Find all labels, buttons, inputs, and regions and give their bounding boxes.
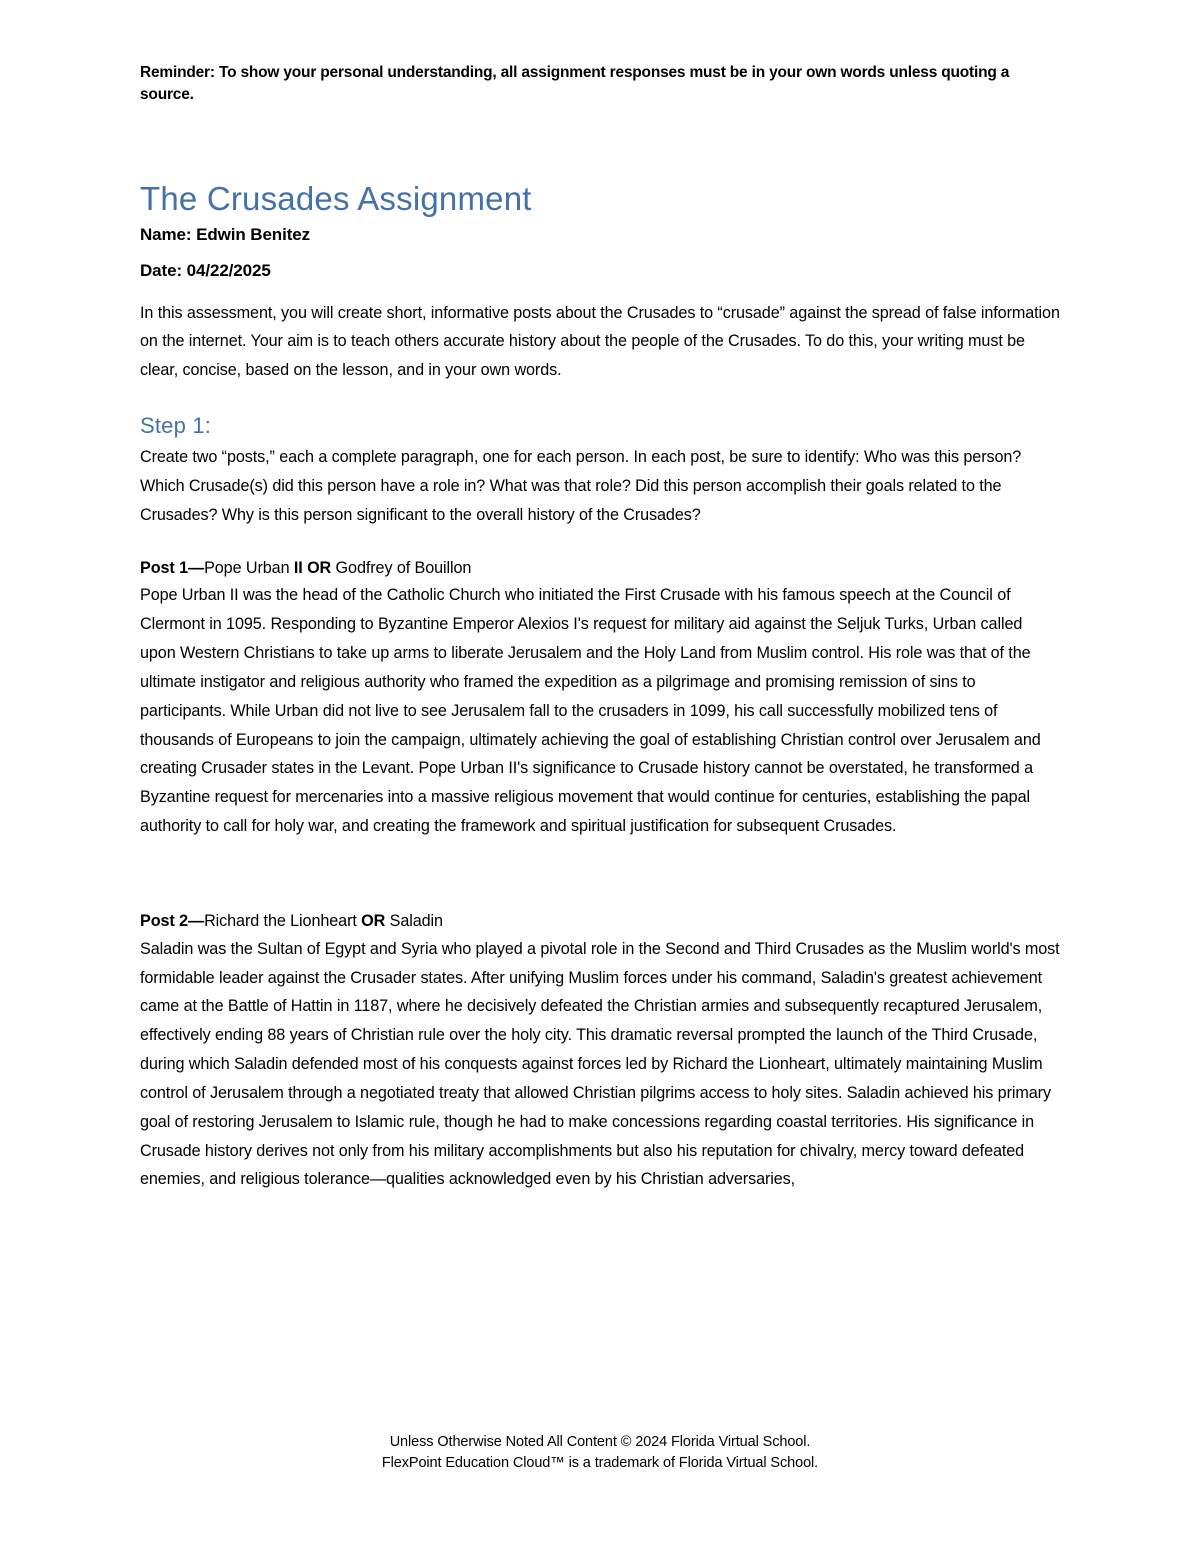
post-1-body: Pope Urban II was the head of the Catholic Church who initiated the First Crusade with his famous speech at the Council of Clermont in 1095. Responding to Byzantine Emperor Alexios I's request for military aid against the Seljuk Turks, Urban called upon Western Christians to take up arms to liberate Jerusalem and the Holy Land from Muslim control. His role was that of the ultimate instigator and religious authority who framed the expedition as a pilgrimage and promising remission of sins to participants. While Urban did not live to see Jerusalem fall to the crusaders in 1099, his call successfully mobilized tens of thousands of Europeans to join the campaign, ultimately achieving the goal of establishing Christian control over Jerusalem and creating Crusader states in the Levant. Pope Urban II's significance to Crusade history cannot be overstated, he transformed a Byzantine request for mercenaries into a massive religious movement that would continue for centuries, establishing the papal authority to call for holy war, and creating the framework and spiritual justification for subsequent Crusades. bbox=[140, 586, 1041, 836]
post-2-or: OR bbox=[361, 911, 386, 930]
intro-paragraph: In this assessment, you will create short, informative posts about the Crusades to “crusade” against the spread of false information on the internet. Your aim is to teach others accurate history about the people of the Crusades. To do this, your writing must be clear, concise, based on the lesson, and in your own words. bbox=[140, 303, 1060, 380]
post-1-or: II OR bbox=[293, 558, 332, 577]
post-2-heading bbox=[140, 909, 1060, 935]
page-title: The Crusades Assignment bbox=[140, 179, 532, 217]
post-2-option-a: Richard the Lionheart bbox=[204, 911, 362, 930]
step-1-body: Create two “posts,” each a complete paragraph, one for each person. In each post, be sure to identify: Who was this person? Which Crusade(s) did this person have a role in? What was that role? Did this person accomplish their goals related to the Crusades? Why is this person significant to the overall history of the Crusades? bbox=[140, 448, 1022, 524]
post-2-label: Post 2— bbox=[140, 911, 205, 930]
post-1-option-a: Pope Urban bbox=[204, 558, 294, 577]
footer-copyright: Unless Otherwise Noted All Content © 2024 Florida Virtual School. bbox=[389, 1433, 811, 1450]
post-2-option-b: Saladin bbox=[385, 911, 443, 930]
spacer bbox=[140, 107, 1060, 179]
step-1-heading: Step 1: bbox=[140, 413, 212, 439]
reminder-text: Reminder: To show your personal understanding, all assignment responses must be in your own words unless quoting a source. bbox=[140, 64, 1010, 104]
spacer-between-posts bbox=[140, 841, 1060, 883]
page-footer bbox=[0, 1432, 1200, 1476]
footer-trademark: FlexPoint Education Cloud™ is a trademark of Florida Virtual School. bbox=[381, 1455, 819, 1472]
post-1-heading bbox=[140, 556, 1060, 582]
post-1-label: Post 1— bbox=[140, 558, 205, 577]
assignment-date: Date: 04/22/2025 bbox=[140, 260, 271, 280]
student-name: Name: Edwin Benitez bbox=[140, 224, 311, 244]
post-2-body: Saladin was the Sultan of Egypt and Syria who played a pivotal role in the Second and Third Crusades as the Muslim world's most formidable leader against the Crusader states. After unifying Muslim forces under his command, Saladin's greatest achievement came at the Battle of Hattin in 1187, where he decisively defeated the Christian armies and subsequently recaptured Jerusalem, effectively ending 88 years of Christian rule over the holy city. This dramatic reversal prompted the launch of the Third Crusade, during which Saladin defended most of his conquests against forces led by Richard the Lionheart, ultimately maintaining Muslim control of Jerusalem through a negotiated treaty that allowed Christian pilgrims access to holy sites. Saladin achieved his primary goal of restoring Jerusalem to Islamic rule, though he had to make concessions regarding coastal territories. His significance in Crusade history derives not only from his military accomplishments but also his reputation for chivalry, mercy toward defeated enemies, and religious tolerance—qualities acknowledged even by his Christian adversaries, bbox=[140, 939, 1060, 1189]
post-1-option-b: Godfrey of Bouillon bbox=[331, 558, 472, 577]
